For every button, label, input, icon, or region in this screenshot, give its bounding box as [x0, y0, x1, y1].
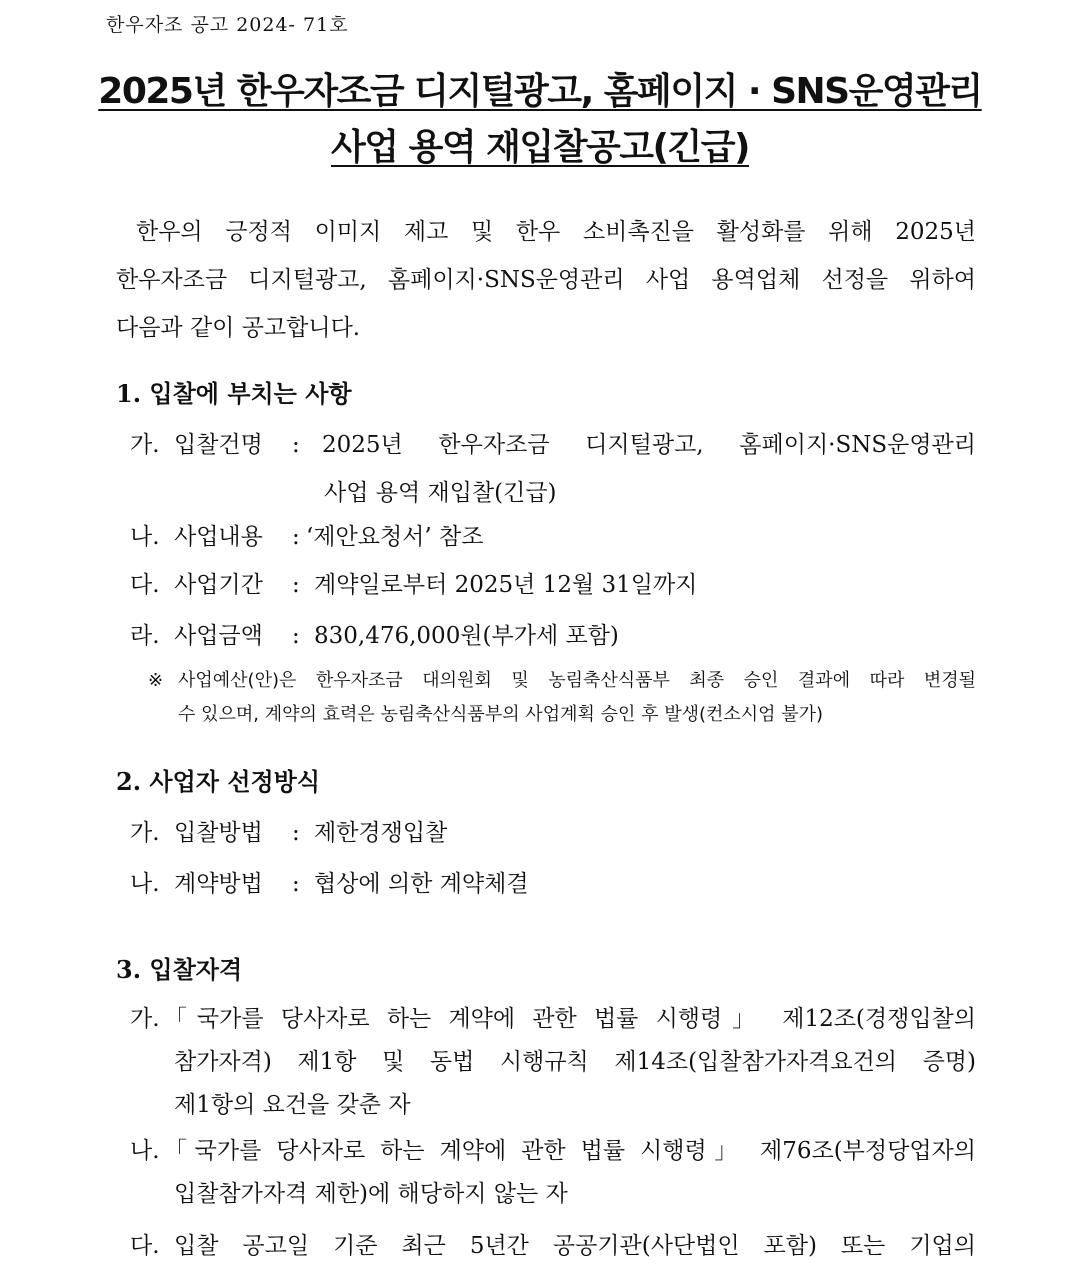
qualification-line: 「국가를 당사자로 하는 계약에 관한 법률 시행령」 제12조(경쟁입찰의 — [164, 1006, 976, 1032]
item-label: 사업금액 — [174, 623, 263, 649]
section-2-heading: 2. 사업자 선정방식 — [116, 767, 321, 796]
item-separator: : — [292, 432, 300, 458]
note-line: 사업예산(안)은 한우자조금 대의원회 및 농림축산식품부 최종 승인 결과에 따라 변경될 — [178, 670, 976, 691]
document-title — [0, 64, 1080, 176]
qualification-item — [130, 1225, 976, 1268]
budget-note — [148, 664, 976, 732]
item-business-content — [130, 513, 976, 561]
item-label: 사업내용 — [174, 524, 263, 550]
item-contract-method — [130, 860, 976, 908]
item-marker: 다. — [130, 1233, 160, 1259]
item-business-period — [130, 561, 976, 609]
item-bid-method — [130, 809, 976, 857]
reference-mark: ※ — [148, 670, 164, 691]
qualification-line: 입찰 공고일 기준 최근 5년간 공공기관(사단법인 포함) 또는 기업의 — [174, 1233, 976, 1259]
item-separator: : — [292, 623, 300, 649]
item-separator: : — [292, 820, 300, 846]
item-marker: 가. — [130, 432, 160, 458]
item-value: 계약일로부터 2025년 12월 31일까지 — [314, 572, 698, 598]
value-line: 사업 용역 재입찰(긴급) — [324, 480, 557, 506]
item-label: 계약방법 — [174, 871, 263, 897]
section-1-heading: 1. 입찰에 부치는 사항 — [116, 379, 352, 408]
qualification-item — [130, 1130, 976, 1216]
qualification-item — [130, 998, 976, 1127]
item-separator: : — [292, 572, 300, 598]
item-marker: 나. — [130, 1138, 160, 1164]
item-marker: 가. — [130, 820, 160, 846]
item-separator: : — [292, 871, 300, 897]
intro-line: 한우자조금 디지털광고, 홈페이지·SNS운영관리 사업 용역업체 선정을 위하여 — [116, 267, 976, 293]
item-value: 협상에 의한 계약체결 — [314, 871, 529, 897]
item-value: ‘제안요청서’ 참조 — [306, 524, 484, 550]
qualification-line: 제1항의 요건을 갖춘 자 — [174, 1092, 411, 1118]
qualification-line: 입찰참가자격 제한)에 해당하지 않는 자 — [174, 1181, 568, 1207]
item-value — [322, 421, 976, 517]
note-line: 수 있으며, 계약의 효력은 농림축산식품부의 사업계획 승인 후 발생(컨소시엄 불가) — [178, 704, 824, 725]
item-business-amount — [130, 612, 976, 660]
qualification-line: 참가자격) 제1항 및 동법 시행규칙 제14조(입찰참가자격요건의 증명) — [174, 1049, 976, 1075]
title-line-1: 2025년 한우자조금 디지털광고, 홈페이지 · SNS운영관리 — [98, 71, 982, 112]
notice-number: 한우자조 공고 2024- 71호 — [106, 14, 349, 36]
title-line-2: 사업 용역 재입찰공고(긴급) — [330, 127, 749, 168]
item-value: 제한경쟁입찰 — [314, 820, 448, 846]
item-marker: 라. — [130, 623, 160, 649]
item-label: 입찰방법 — [174, 820, 263, 846]
intro-line: 다음과 같이 공고합니다. — [116, 315, 361, 341]
item-label: 입찰건명 — [174, 432, 263, 458]
item-bid-name — [130, 421, 976, 517]
intro-line: 한우의 긍정적 이미지 제고 및 한우 소비촉진을 활성화를 위해 2025년 — [136, 219, 976, 245]
item-marker: 나. — [130, 871, 160, 897]
section-3-heading: 3. 입찰자격 — [116, 955, 243, 984]
item-value: 830,476,000원(부가세 포함) — [314, 623, 619, 649]
item-marker: 다. — [130, 572, 160, 598]
intro-paragraph — [116, 208, 976, 352]
value-line: 2025년 한우자조금 디지털광고, 홈페이지·SNS운영관리 — [322, 432, 976, 458]
item-marker: 가. — [130, 1006, 160, 1032]
item-label: 사업기간 — [174, 572, 263, 598]
item-marker: 나. — [130, 524, 160, 550]
item-separator: : — [292, 524, 300, 550]
qualification-line: 「국가를 당사자로 하는 계약에 관한 법률 시행령」 제76조(부정당업자의 — [164, 1138, 976, 1164]
